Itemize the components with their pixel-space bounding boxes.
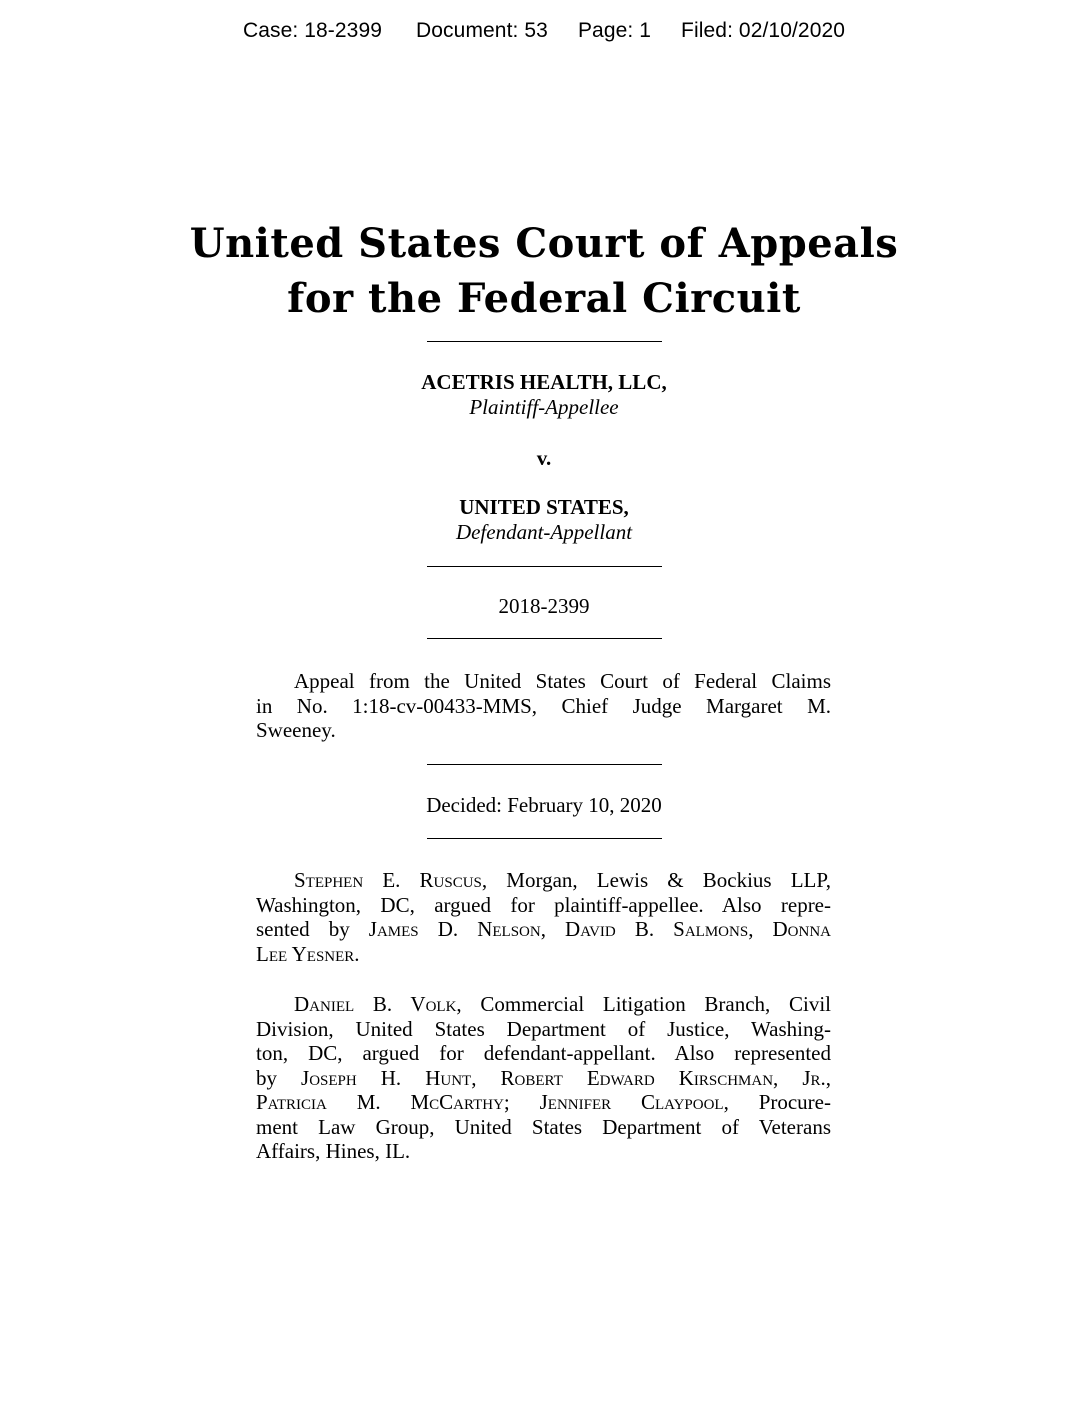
attorney-name: Daniel B. Volk: [294, 992, 457, 1016]
counsel-text: .: [354, 941, 360, 966]
document-number-label: Document: 53: [416, 19, 548, 42]
case-number-label: Case: 18-2399: [242, 19, 383, 42]
divider-rule: [427, 566, 662, 567]
decided-date: Decided: February 10, 2020: [426, 793, 662, 817]
counsel-line: ton, DC, argued for defendant-appellant. Also represented: [256, 1041, 831, 1065]
counsel-text: sented by: [256, 917, 369, 941]
attorney-name: Donna: [772, 917, 832, 941]
counsel-line: [256, 942, 831, 967]
counsel-text: ,: [748, 917, 773, 941]
court-title-line-1: United States Court of Appeals: [189, 220, 899, 267]
plaintiff-counsel-paragraph: [256, 868, 831, 966]
counsel-line: [256, 1090, 831, 1115]
versus-label: v.: [536, 446, 552, 470]
divider-rule: [427, 764, 662, 765]
divider-rule: [427, 838, 662, 839]
counsel-text: by: [256, 1065, 302, 1090]
counsel-line: Washington, DC, argued for plaintiff-appellee. Also repre-: [256, 892, 831, 917]
attorney-name: Joseph H. Hunt: [301, 1065, 472, 1090]
counsel-text: , Morgan, Lewis & Bockius LLP,: [481, 868, 831, 892]
counsel-line: [256, 1066, 831, 1091]
counsel-text: ;: [503, 1090, 540, 1114]
counsel-line: [256, 917, 831, 942]
counsel-line: Division, United States Department of Justice, Washing-: [256, 1016, 831, 1041]
defendant-role: Defendant-Appellant: [455, 520, 633, 544]
page-number-label: Page: 1: [577, 19, 652, 42]
counsel-text: ,: [825, 1065, 832, 1090]
counsel-line: [256, 992, 831, 1017]
appeal-paragraph: [256, 669, 831, 743]
divider-rule: [427, 638, 662, 639]
plaintiff-role: Plaintiff-Appellee: [469, 395, 619, 419]
counsel-text: , Procure-: [723, 1090, 831, 1114]
counsel-line: [256, 868, 831, 893]
docket-number: 2018-2399: [498, 594, 590, 618]
filing-header: [0, 19, 1088, 43]
counsel-text: , Commercial Litigation Branch, Civil: [456, 992, 831, 1016]
defendant-name: UNITED STATES,: [459, 495, 629, 519]
plaintiff-name: ACETRIS HEALTH, LLC,: [421, 370, 667, 394]
counsel-text: ,: [540, 917, 566, 941]
court-title-line-2: for the Federal Circuit: [287, 275, 801, 322]
attorney-name: Patricia M. McCarthy: [256, 1090, 504, 1114]
appeal-line: Appeal from the United States Court of Federal Claims: [294, 669, 831, 693]
attorney-name: Stephen E. Ruscus: [294, 868, 482, 892]
defendant-counsel-paragraph: [256, 992, 831, 1164]
divider-rule: [427, 341, 662, 342]
appeal-line: Sweeney.: [256, 718, 336, 742]
counsel-text: ,: [471, 1065, 501, 1090]
attorney-name: David B. Salmons: [565, 917, 749, 941]
attorney-name: Jennifer Claypool: [539, 1090, 724, 1114]
counsel-line: Affairs, Hines, IL.: [256, 1139, 411, 1163]
filed-date-label: Filed: 02/10/2020: [681, 19, 846, 42]
attorney-name: James D. Nelson: [368, 917, 541, 941]
attorney-name: Lee Yesner: [256, 941, 355, 966]
appeal-line: in No. 1:18-cv-00433-MMS, Chief Judge Margaret M.: [256, 693, 831, 718]
counsel-line: ment Law Group, United States Department of Veterans: [256, 1114, 831, 1139]
attorney-name: Robert Edward Kirschman, Jr.: [500, 1065, 826, 1090]
